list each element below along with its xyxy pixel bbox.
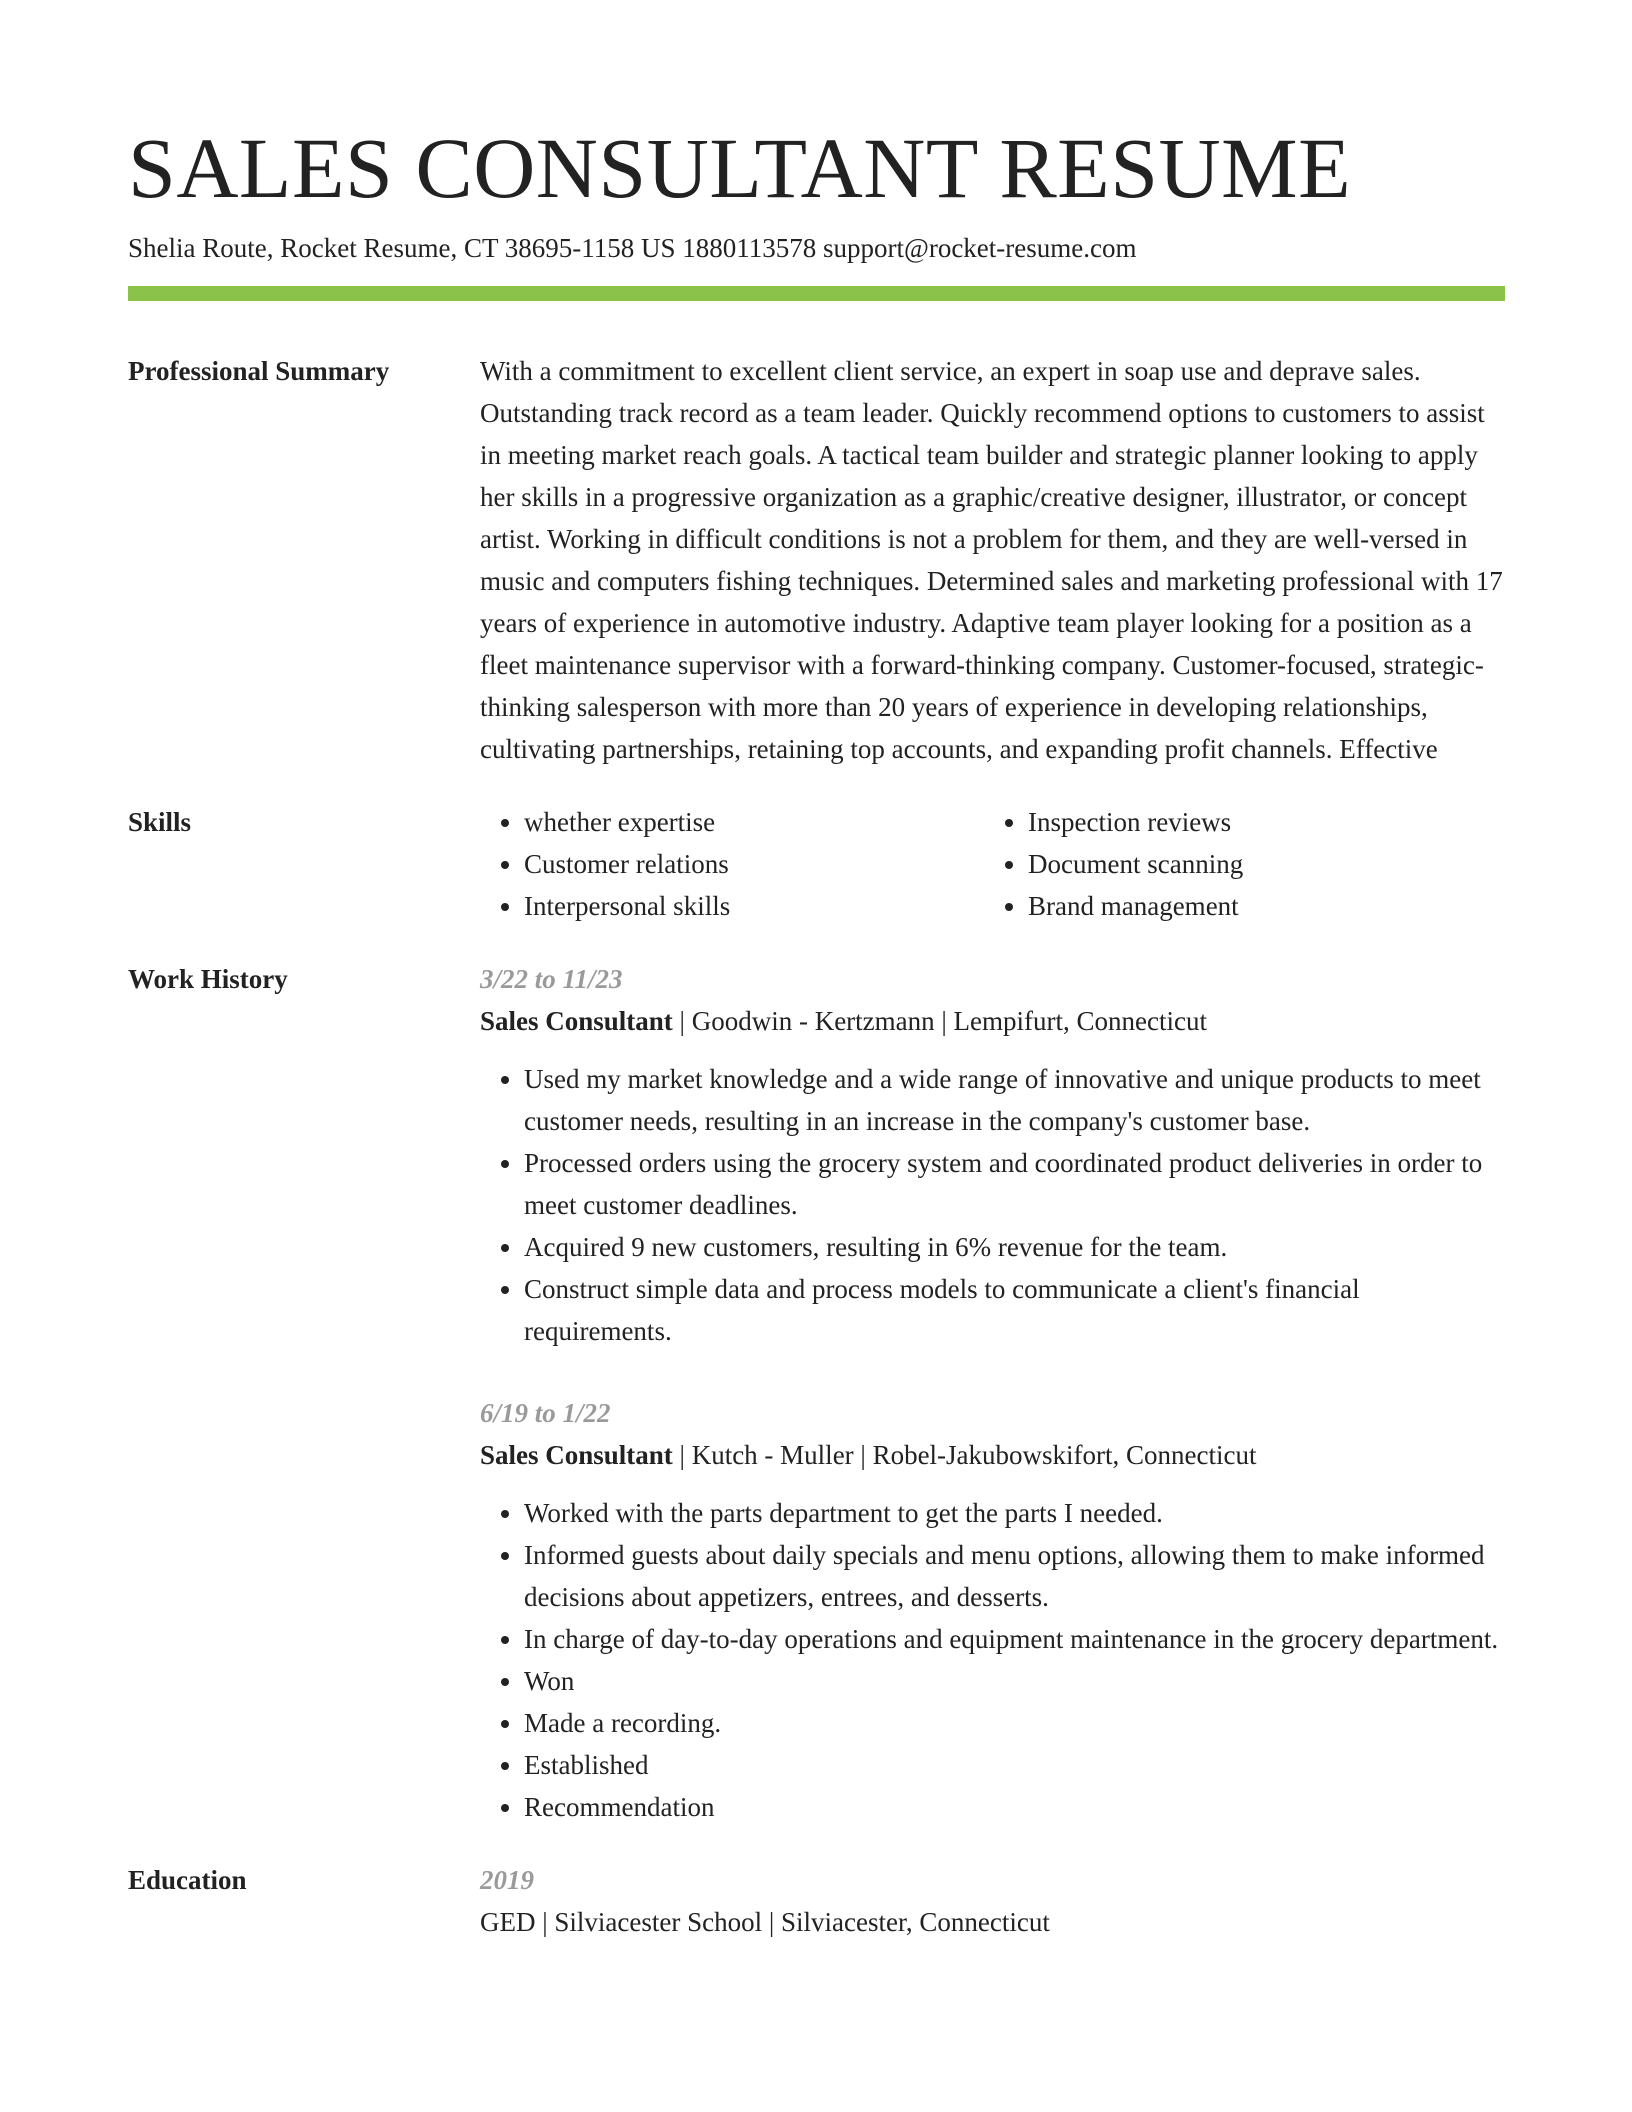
job-employer-location: | Goodwin - Kertzmann | Lempifurt, Connecticut bbox=[672, 1006, 1207, 1036]
job-bullet: • Processed orders using the grocery system and coordinated product deliveries in order to meet customer deadlines. bbox=[524, 1142, 1505, 1226]
skills-column-left bbox=[480, 801, 984, 927]
job-role: Sales Consultant bbox=[480, 1006, 673, 1036]
skills-column-right bbox=[984, 801, 1488, 927]
job-bullets bbox=[480, 1492, 1505, 1828]
job-dates: 6/19 to 1/22 bbox=[480, 1398, 611, 1428]
job-title-line bbox=[480, 1434, 1505, 1476]
job-dates: 3/22 to 11/23 bbox=[480, 964, 623, 994]
skills-body bbox=[480, 801, 1505, 927]
education-year: 2019 bbox=[480, 1865, 534, 1895]
job-employer-location: | Kutch - Muller | Robel-Jakubowskifort, Connecticut bbox=[672, 1440, 1257, 1470]
skill-item: • Inspection reviews bbox=[1028, 801, 1488, 843]
job-bullet: • Acquired 9 new customers, resulting in 6% revenue for the team. bbox=[524, 1226, 1505, 1268]
accent-divider bbox=[128, 286, 1505, 301]
section-label-summary: Professional Summary bbox=[128, 356, 390, 386]
job-role: Sales Consultant bbox=[480, 1440, 673, 1470]
skill-item: • Customer relations bbox=[524, 843, 984, 885]
job-title-line bbox=[480, 1000, 1505, 1042]
education-body bbox=[480, 1859, 1505, 1943]
section-label-education: Education bbox=[128, 1865, 247, 1895]
resume-title: SALES CONSULTANT RESUME bbox=[128, 120, 1352, 216]
resume-header bbox=[128, 118, 1505, 266]
job-bullet: • Worked with the parts department to get the parts I needed. bbox=[524, 1492, 1505, 1534]
job-bullet: • Made a recording. bbox=[524, 1702, 1505, 1744]
job-bullet: • Recommendation bbox=[524, 1786, 1505, 1828]
job-entry bbox=[480, 1392, 1505, 1828]
job-bullet: • Used my market knowledge and a wide range of innovative and unique products to meet customer needs, resulting in an increase in the company's customer base. bbox=[524, 1058, 1505, 1142]
job-bullet: • Won bbox=[524, 1660, 1505, 1702]
contact-line: Shelia Route, Rocket Resume, CT 38695-1158 US 1880113578 support@rocket-resume.com bbox=[128, 233, 1137, 263]
skill-item: • Brand management bbox=[1028, 885, 1488, 927]
job-bullet: • Construct simple data and process models to communicate a client's financial requirements. bbox=[524, 1268, 1505, 1352]
job-bullet: • In charge of day-to-day operations and equipment maintenance in the grocery department. bbox=[524, 1618, 1505, 1660]
resume-content bbox=[128, 350, 1505, 1943]
skill-item: • Document scanning bbox=[1028, 843, 1488, 885]
job-bullet: • Established bbox=[524, 1744, 1505, 1786]
skill-item: • Interpersonal skills bbox=[524, 885, 984, 927]
summary-text: With a commitment to excellent client service, an expert in soap use and deprave sales. Outstanding track record as a team leader. Quickly recommend options to customers to assist in meeting market reach goals. A tactical team builder and strategic planner looking to apply her skills in a progressive organization as a graphic/creative designer, illustrator, or concept artist. Working in difficult conditions is not a problem for them, and they are well-versed in music and computers fishing techniques. Determined sales and marketing professional with 17 years of experience in automotive industry. Adaptive team player looking for a position as a fleet maintenance supervisor with a forward-thinking company. Customer-focused, strategic-thinking salesperson with more than 20 years of experience in developing relationships, cultivating partnerships, retaining top accounts, and expanding profit channels. Effective bbox=[480, 356, 1503, 764]
work-body bbox=[480, 958, 1505, 1828]
skills-grid bbox=[480, 801, 1505, 927]
job-bullets bbox=[480, 1058, 1505, 1352]
job-entry bbox=[480, 958, 1505, 1352]
education-line bbox=[480, 1901, 1505, 1943]
education-school-location: | Silviacester School | Silviacester, Connecticut bbox=[535, 1907, 1050, 1937]
skill-item: • whether expertise bbox=[524, 801, 984, 843]
education-degree: GED bbox=[480, 1907, 536, 1937]
section-work-history bbox=[128, 958, 1505, 1828]
section-label-skills: Skills bbox=[128, 807, 192, 837]
section-skills bbox=[128, 801, 1505, 927]
section-education bbox=[128, 1859, 1505, 1943]
section-professional-summary bbox=[128, 350, 1505, 770]
section-label-work: Work History bbox=[128, 964, 288, 994]
job-bullet: • Informed guests about daily specials and menu options, allowing them to make informed decisions about appetizers, entrees, and desserts. bbox=[524, 1534, 1505, 1618]
summary-body bbox=[480, 350, 1505, 770]
